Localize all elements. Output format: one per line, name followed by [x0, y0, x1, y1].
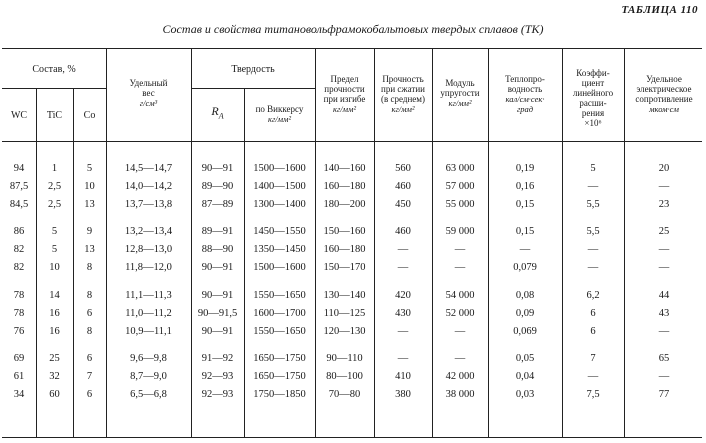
cell-modulus: 54 000 [445, 290, 475, 301]
cell-resist: — [658, 244, 670, 255]
cell-thermal: 0,08 [515, 290, 535, 301]
cell-co: 10 [84, 181, 95, 192]
table-bottom-rule [2, 437, 702, 438]
cell-resist: 65 [658, 353, 670, 364]
cell-compress: — [397, 326, 409, 337]
cell-ra: 90—91 [201, 290, 234, 301]
cell-wc: 82 [13, 244, 25, 255]
cell-expansion: — [587, 262, 599, 273]
cell-compress: 420 [395, 290, 411, 301]
cell-resist: 23 [658, 199, 670, 210]
cell-ra: 92—93 [201, 389, 234, 400]
cell-compress: — [397, 244, 409, 255]
cell-wc: 84,5 [9, 199, 29, 210]
cell-hv: 1500—1600 [253, 262, 306, 273]
cell-density: 13,7—13,8 [124, 199, 173, 210]
cell-resist: 44 [658, 290, 670, 301]
cell-bend: 130—140 [323, 290, 366, 301]
cell-wc: 34 [13, 389, 25, 400]
co-header: Co [83, 110, 96, 121]
cell-co: 7 [86, 371, 93, 382]
cell-ra: 89—91 [201, 226, 234, 237]
cell-thermal: 0,09 [515, 308, 535, 319]
cell-co: 6 [86, 353, 93, 364]
cell-wc: 86 [13, 226, 25, 237]
cell-resist: — [658, 326, 670, 337]
table-top-rule [2, 48, 702, 49]
cell-modulus: — [454, 262, 466, 273]
vickers-header: по Виккерсу кг/мм² [255, 104, 304, 124]
cell-modulus: — [454, 244, 466, 255]
cell-tic: 60 [49, 389, 60, 400]
cell-ra: 90—91 [201, 262, 234, 273]
cell-co: 6 [86, 389, 93, 400]
cell-resist: 77 [658, 389, 670, 400]
cell-co: 8 [86, 290, 93, 301]
resistivity-header: Удельное электрическое сопротивление мком·см [635, 74, 693, 114]
cell-hv: 1550—1650 [253, 290, 306, 301]
cell-compress: 560 [395, 163, 411, 174]
cell-wc: 78 [13, 290, 25, 301]
cell-density: 13,2—13,4 [124, 226, 173, 237]
cell-ra: 88—90 [201, 244, 234, 255]
cell-tic: 1 [51, 163, 58, 174]
cell-ra: 90—91 [201, 163, 234, 174]
cell-bend: 80—100 [326, 371, 363, 382]
cell-thermal: 0,04 [515, 371, 535, 382]
cell-ra: 90—91 [201, 326, 234, 337]
cell-bend: 90—110 [326, 353, 363, 364]
cell-expansion: 7 [590, 353, 596, 364]
table-title: Состав и свойства титановольфрамокобальтовых твердых сплавов (ТК) [162, 22, 544, 36]
cell-thermal: 0,03 [515, 389, 535, 400]
cell-resist: 43 [658, 308, 670, 319]
cell-compress: — [397, 262, 409, 273]
cell-hv: 1500—1600 [253, 163, 306, 174]
cell-wc: 78 [13, 308, 25, 319]
cell-wc: 69 [13, 353, 25, 364]
cell-hv: 1550—1650 [253, 326, 306, 337]
table-number-label: ТАБЛИЦА 110 [621, 4, 698, 16]
cell-thermal: 0,079 [513, 262, 537, 273]
cell-density: 6,5—6,8 [130, 389, 167, 400]
cell-density: 9,6—9,8 [130, 353, 167, 364]
cell-wc: 82 [13, 262, 25, 273]
cell-bend: 160—180 [323, 181, 366, 192]
cell-modulus: — [454, 353, 466, 364]
cell-expansion: 6,2 [586, 290, 600, 301]
cell-co: 6 [86, 308, 93, 319]
cell-density: 11,1—11,3 [125, 290, 172, 301]
cell-tic: 16 [49, 308, 60, 319]
cell-bend: 140—160 [323, 163, 366, 174]
cell-hv: 1650—1750 [253, 353, 306, 364]
ra-header: $R_A$ [211, 104, 224, 121]
cell-hv: 1600—1700 [253, 308, 306, 319]
cell-compress: 430 [395, 308, 411, 319]
cell-modulus: 63 000 [445, 163, 475, 174]
cell-compress: 410 [395, 371, 411, 382]
cell-co: 8 [86, 262, 93, 273]
thermal-expansion-header: Коэффи- циент линейного расши- рения ×10⁶ [572, 68, 614, 128]
cell-thermal: 0,069 [513, 326, 537, 337]
compression-strength-header: Прочность при сжатии (в среднем) кг/мм² [381, 74, 425, 114]
cell-expansion: 6 [590, 326, 596, 337]
cell-modulus: 57 000 [445, 181, 475, 192]
cell-bend: 180—200 [323, 199, 366, 210]
cell-thermal: 0,15 [515, 226, 535, 237]
wc-header: WC [10, 110, 28, 121]
cell-thermal: 0,15 [515, 199, 535, 210]
cell-thermal: 0,05 [515, 353, 535, 364]
cell-hv: 1750—1850 [253, 389, 306, 400]
cell-density: 11,8—12,0 [125, 262, 172, 273]
cell-modulus: 42 000 [445, 371, 475, 382]
cell-tic: 5 [51, 244, 58, 255]
cell-expansion: — [587, 244, 599, 255]
cell-co: 13 [84, 244, 95, 255]
cell-density: 8,7—9,0 [130, 371, 167, 382]
header-bottom-rule [2, 141, 702, 142]
thermal-conductivity-header: Теплопро- водность кал/см·сек· град [505, 74, 545, 114]
cell-co: 8 [86, 326, 93, 337]
cell-tic: 25 [49, 353, 60, 364]
cell-bend: 150—170 [323, 262, 366, 273]
cell-bend: 150—160 [323, 226, 366, 237]
cell-expansion: 5 [590, 163, 596, 174]
cell-wc: 87,5 [9, 181, 29, 192]
elastic-modulus-header: Модуль упругости кг/мм² [440, 78, 480, 108]
cell-compress: 460 [395, 226, 411, 237]
cell-co: 5 [86, 163, 93, 174]
cell-resist: 25 [658, 226, 670, 237]
cell-modulus: 38 000 [445, 389, 475, 400]
cell-tic: 2,5 [47, 199, 62, 210]
cell-tic: 32 [49, 371, 60, 382]
cell-co: 13 [84, 199, 95, 210]
cell-tic: 16 [49, 326, 60, 337]
cell-wc: 94 [13, 163, 25, 174]
cell-ra: 91—92 [201, 353, 234, 364]
cell-tic: 14 [49, 290, 60, 301]
cell-density: 14,0—14,2 [124, 181, 173, 192]
composition-subrule [2, 88, 106, 89]
cell-expansion: — [587, 181, 599, 192]
cell-hv: 1450—1550 [253, 226, 306, 237]
cell-modulus: 59 000 [445, 226, 475, 237]
cell-hv: 1400—1500 [253, 181, 306, 192]
cell-hv: 1650—1750 [253, 371, 306, 382]
cell-thermal: — [519, 244, 531, 255]
cell-ra: 90—91,5 [197, 308, 238, 319]
cell-bend: 70—80 [328, 389, 361, 400]
cell-bend: 160—180 [323, 244, 366, 255]
cell-modulus: — [454, 326, 466, 337]
cell-compress: 460 [395, 181, 411, 192]
cell-density: 14,5—14,7 [124, 163, 173, 174]
cell-thermal: 0,16 [515, 181, 535, 192]
cell-compress: — [397, 353, 409, 364]
cell-compress: 380 [395, 389, 411, 400]
cell-tic: 2,5 [47, 181, 62, 192]
cell-co: 9 [86, 226, 93, 237]
bend-strength-header: Предел прочности при изгибе кг/мм² [323, 74, 366, 114]
cell-ra: 87—89 [201, 199, 234, 210]
cell-hv: 1350—1450 [253, 244, 306, 255]
cell-density: 12,8—13,0 [124, 244, 173, 255]
cell-expansion: 5,5 [586, 226, 600, 237]
cell-expansion: — [587, 371, 599, 382]
cell-expansion: 5,5 [586, 199, 600, 210]
hardness-header: Твердость [231, 64, 275, 75]
cell-wc: 61 [13, 371, 25, 382]
cell-density: 11,0—11,2 [125, 308, 172, 319]
composition-header: Состав, % [32, 64, 76, 75]
cell-compress: 450 [395, 199, 411, 210]
cell-wc: 76 [13, 326, 25, 337]
cell-modulus: 52 000 [445, 308, 475, 319]
cell-resist: 20 [658, 163, 670, 174]
cell-thermal: 0,19 [515, 163, 535, 174]
hardness-subrule [191, 88, 315, 89]
cell-bend: 110—125 [323, 308, 366, 319]
cell-ra: 92—93 [201, 371, 234, 382]
cell-modulus: 55 000 [445, 199, 475, 210]
cell-resist: — [658, 262, 670, 273]
density-header: Удельный вес г/см³ [129, 78, 168, 108]
cell-tic: 5 [51, 226, 58, 237]
tic-header: TiC [46, 110, 63, 121]
cell-resist: — [658, 181, 670, 192]
cell-resist: — [658, 371, 670, 382]
cell-ra: 89—90 [201, 181, 234, 192]
cell-density: 10,9—11,1 [125, 326, 172, 337]
cell-expansion: 7,5 [586, 389, 600, 400]
cell-tic: 10 [49, 262, 60, 273]
cell-hv: 1300—1400 [253, 199, 306, 210]
cell-bend: 120—130 [323, 326, 366, 337]
cell-expansion: 6 [590, 308, 596, 319]
